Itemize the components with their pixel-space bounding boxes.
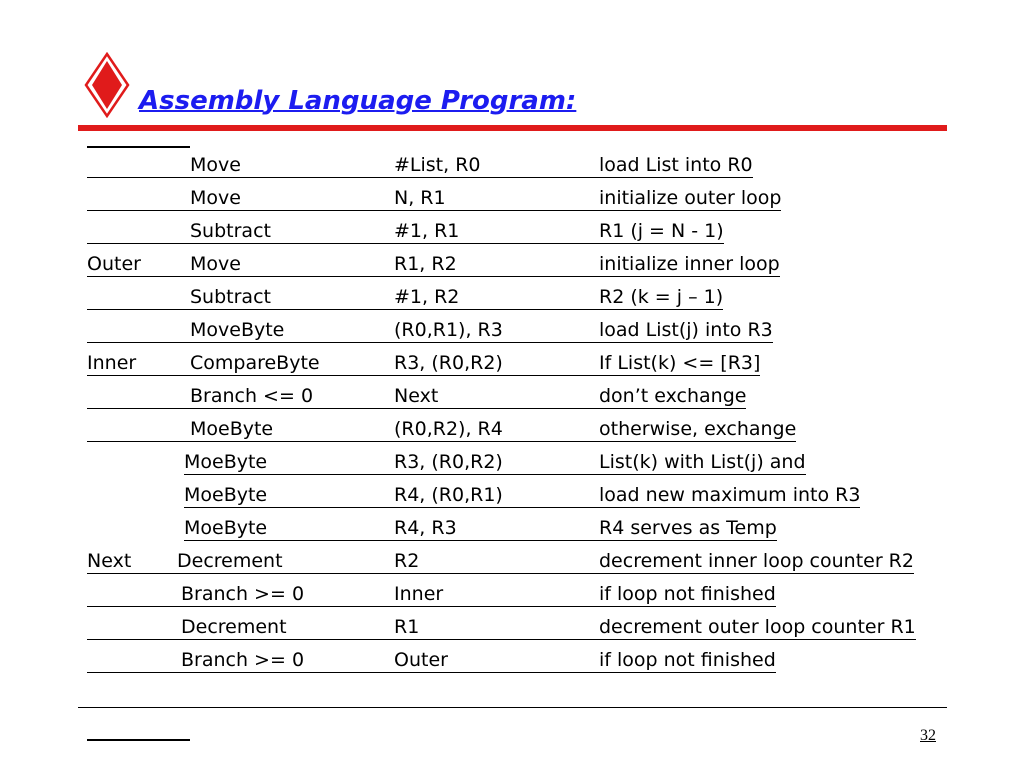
program-row — [0, 315, 1024, 348]
program-row — [0, 579, 1024, 612]
row-comment: if loop not finished — [599, 649, 776, 671]
row-opcode: MoveByte — [190, 319, 285, 341]
row-comment: initialize inner loop — [599, 253, 780, 275]
row-underline — [184, 507, 860, 508]
row-opcode: Subtract — [190, 286, 271, 308]
row-underline — [87, 639, 916, 640]
top-short-rule — [87, 146, 190, 148]
row-opcode: MoeByte — [184, 517, 268, 539]
row-underline — [184, 474, 806, 475]
title-divider — [78, 125, 947, 131]
program-row — [0, 150, 1024, 183]
row-comment: R1 (j = N - 1) — [599, 220, 724, 242]
row-operands: R2 — [394, 550, 420, 572]
row-operands: Outer — [394, 649, 448, 671]
row-opcode: Subtract — [190, 220, 271, 242]
row-operands: #1, R1 — [394, 220, 460, 242]
row-operands: R3, (R0,R2) — [394, 451, 503, 473]
footer-short-rule — [87, 739, 190, 741]
row-operands: R4, (R0,R1) — [394, 484, 503, 506]
row-comment: load new maximum into R3 — [599, 484, 861, 506]
row-underline — [184, 540, 777, 541]
row-underline — [87, 606, 776, 607]
row-comment: R2 (k = j – 1) — [599, 286, 724, 308]
row-label: Inner — [87, 352, 137, 374]
page-number: 32 — [920, 727, 936, 744]
row-opcode: Decrement — [177, 550, 283, 572]
program-row — [0, 414, 1024, 447]
row-operands: #List, R0 — [394, 154, 481, 176]
footer-rule — [78, 707, 947, 708]
row-opcode: Decrement — [181, 616, 287, 638]
row-comment: otherwise, exchange — [599, 418, 797, 440]
row-comment: don’t exchange — [599, 385, 747, 407]
program-row — [0, 480, 1024, 513]
row-operands: #1, R2 — [394, 286, 460, 308]
program-row — [0, 381, 1024, 414]
row-comment: if loop not finished — [599, 583, 776, 605]
row-opcode: Branch <= 0 — [190, 385, 314, 407]
program-row — [0, 348, 1024, 381]
row-opcode: Move — [190, 154, 241, 176]
row-underline — [87, 375, 760, 376]
row-operands: R1, R2 — [394, 253, 457, 275]
row-underline — [87, 573, 914, 574]
row-operands: Next — [394, 385, 439, 407]
red-diamond-bullet-icon — [84, 52, 130, 118]
row-operands: Inner — [394, 583, 444, 605]
program-row — [0, 612, 1024, 645]
row-comment: List(k) with List(j) and — [599, 451, 806, 473]
row-comment: load List into R0 — [599, 154, 753, 176]
slide-title: Assembly Language Program: — [139, 86, 577, 116]
row-underline — [87, 243, 724, 244]
row-comment: R4 serves as Temp — [599, 517, 777, 539]
program-row — [0, 183, 1024, 216]
row-comment: initialize outer loop — [599, 187, 782, 209]
program-row — [0, 282, 1024, 315]
row-opcode: Move — [190, 187, 241, 209]
row-opcode: Branch >= 0 — [181, 583, 305, 605]
row-label: Next — [87, 550, 132, 572]
row-comment: load List(j) into R3 — [599, 319, 773, 341]
row-underline — [87, 276, 780, 277]
row-opcode: MoeByte — [184, 451, 268, 473]
row-underline — [87, 408, 746, 409]
program-row — [0, 216, 1024, 249]
row-operands: R3, (R0,R2) — [394, 352, 503, 374]
row-opcode: Branch >= 0 — [181, 649, 305, 671]
row-underline — [87, 672, 776, 673]
row-operands: R1 — [394, 616, 420, 638]
program-row — [0, 645, 1024, 678]
row-operands: (R0,R2), R4 — [394, 418, 503, 440]
row-underline — [87, 210, 781, 211]
program-row — [0, 249, 1024, 282]
row-comment: If List(k) <= [R3] — [599, 352, 761, 374]
row-underline — [87, 342, 773, 343]
program-row — [0, 447, 1024, 480]
row-underline — [87, 309, 723, 310]
row-opcode: Move — [190, 253, 241, 275]
row-operands: (R0,R1), R3 — [394, 319, 503, 341]
row-comment: decrement inner loop counter R2 — [599, 550, 914, 572]
row-operands: R4, R3 — [394, 517, 457, 539]
row-operands: N, R1 — [394, 187, 446, 209]
program-row — [0, 546, 1024, 579]
program-row — [0, 513, 1024, 546]
row-opcode: CompareByte — [190, 352, 320, 374]
row-underline — [87, 177, 753, 178]
row-opcode: MoeByte — [190, 418, 274, 440]
row-opcode: MoeByte — [184, 484, 268, 506]
row-comment: decrement outer loop counter R1 — [599, 616, 916, 638]
row-label: Outer — [87, 253, 141, 275]
row-underline — [87, 441, 796, 442]
